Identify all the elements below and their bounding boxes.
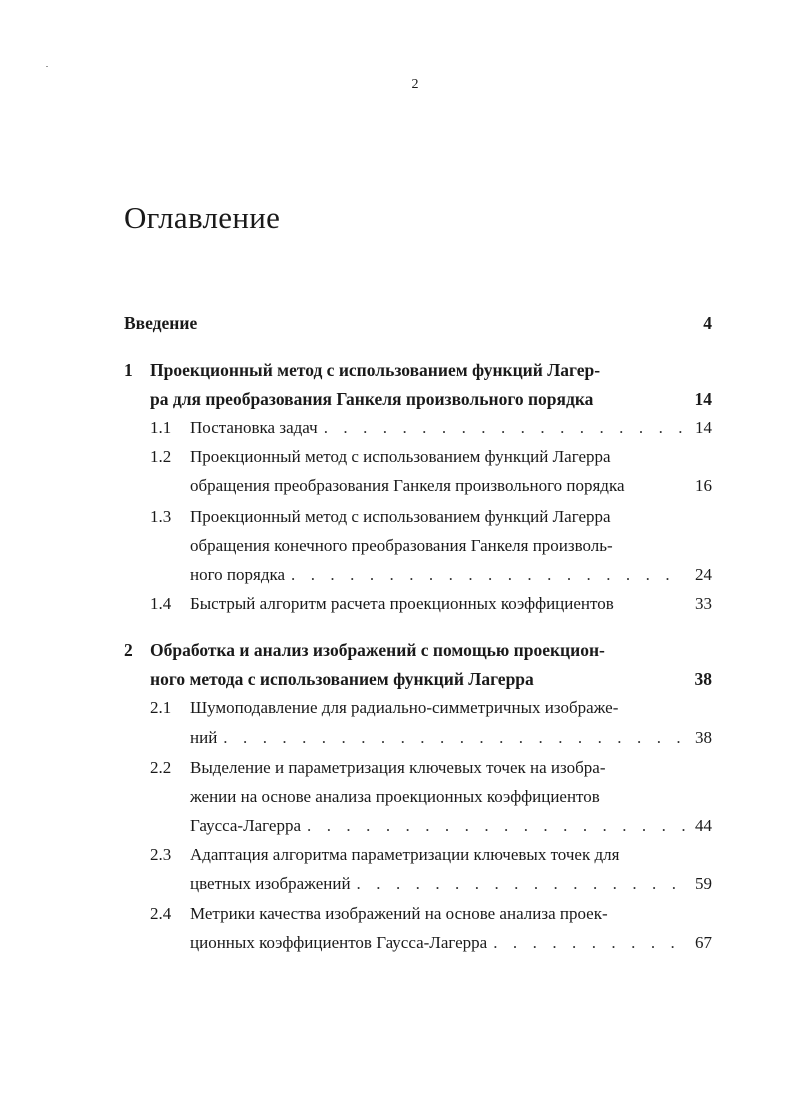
section-title-line: Шумоподавление для радиально-симметричных изображе- [190,698,619,717]
toc-section-2-3-cont[interactable] [150,870,712,898]
section-number: 2.2 [150,758,172,777]
toc-page-number: 24 [695,565,712,584]
toc-page-number: 59 [695,874,712,893]
chapter-number: 1 [124,360,133,380]
toc-section-2-2-cont2[interactable] [150,812,712,840]
section-title-line: ционных коэффициентов Гаусса-Лагерра [190,933,488,952]
toc-page-number: 44 [695,816,712,835]
section-title-line: жении на основе анализа проекционных коэффициентов [190,787,600,806]
chapter-number: 2 [124,640,133,660]
section-title-line: Постановка задач [190,418,318,437]
section-number: 2.3 [150,845,172,864]
section-title-line: Адаптация алгоритма параметризации ключевых точек для [190,845,620,864]
toc-page-number: 4 [703,313,712,333]
toc-page-number: 67 [695,933,712,952]
dot-leader [307,812,686,840]
chapter-title-line: ного метода с использованием функций Лагерра [150,669,534,689]
toc-section-2-2-cont[interactable] [150,783,712,811]
section-title-line: обращения преобразования Ганкеля произвольного порядка [190,476,625,495]
toc-section-2-4-cont[interactable] [150,929,712,957]
toc-section-1-4[interactable] [150,590,712,618]
section-title-line: Выделение и параметризация ключевых точек на изобра- [190,758,606,777]
section-number: 2.1 [150,698,172,717]
toc-chapter-1-cont[interactable] [124,385,712,413]
section-title-line: Гаусса-Лагерра [190,816,302,835]
toc-section-1-1[interactable] [150,414,712,442]
toc-section-1-2-cont[interactable] [150,472,712,500]
section-title-line: Метрики качества изображений на основе анализа проек- [190,904,608,923]
section-title-line: ного порядка [190,565,286,584]
section-title-line: обращения конечного преобразования Ганкеля произволь- [190,536,613,555]
toc-chapter-2-cont[interactable] [124,665,712,693]
toc-page-number: 33 [695,594,712,613]
toc-page-number: 38 [694,669,712,689]
toc-page-number: 16 [695,476,712,495]
section-title-line: ний [190,728,218,747]
toc-section-2-4[interactable] [150,900,712,928]
dot-leader [493,929,686,957]
chapter-title-line: Обработка и анализ изображений с помощью проекцион- [150,640,605,660]
toc-entry-label: Введение [124,313,198,333]
toc-section-2-1-cont[interactable] [150,724,712,752]
toc-page-number: 14 [694,389,712,409]
section-number: 1.2 [150,447,172,466]
toc-chapter-2[interactable] [124,636,712,664]
page-title: Оглавление [124,200,281,235]
toc-page-number: 14 [695,418,712,437]
dot-leader [357,870,686,898]
toc-section-2-2[interactable] [150,754,712,782]
page-number: 2 [411,77,419,92]
dot-leader [223,724,686,752]
section-title-line: Быстрый алгоритм расчета проекционных коэффициентов [190,594,614,613]
chapter-title-line: Проекционный метод с использованием функций Лагер- [150,360,601,380]
section-number: 2.4 [150,904,172,923]
dot-leader [324,414,686,442]
section-number: 1.4 [150,594,172,613]
toc-section-2-3[interactable] [150,841,712,869]
chapter-title-line: ра для преобразования Ганкеля произвольного порядка [150,389,594,409]
toc-page-number: 38 [695,728,712,747]
section-number: 1.1 [150,418,172,437]
toc-chapter-1[interactable] [124,356,712,384]
toc-section-1-3-cont2[interactable] [150,561,712,589]
section-title-line: цветных изображений [190,874,351,893]
toc-section-1-3[interactable] [150,503,712,531]
section-title-line: Проекционный метод с использованием функций Лагерра [190,507,611,526]
toc-entry-intro[interactable] [124,309,712,337]
section-title-line: Проекционный метод с использованием функций Лагерра [190,447,611,466]
section-number: 1.3 [150,507,172,526]
toc-section-1-2[interactable] [150,443,712,471]
toc-section-1-3-cont[interactable] [150,532,712,560]
dot-leader [291,561,686,589]
toc-section-2-1[interactable] [150,694,712,722]
